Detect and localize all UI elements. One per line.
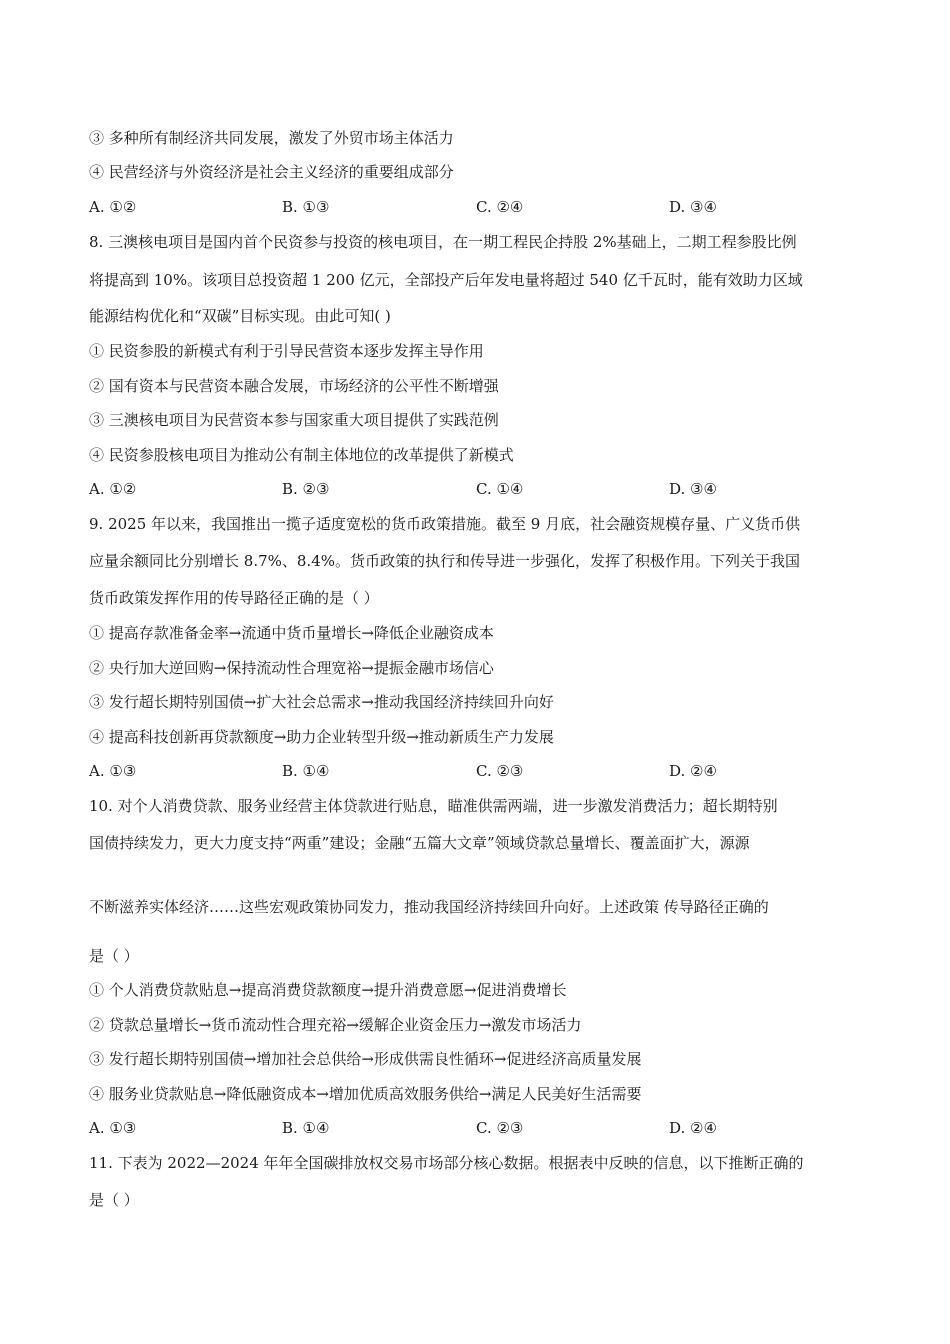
q8-option-a: A. ①②: [89, 480, 137, 498]
q8-stem-line-3: 能源结构优化和“双碳”目标实现。由此可知( ): [89, 307, 391, 325]
q8-option-c: C. ①④: [476, 480, 524, 498]
q9-stem-line-3: 货币政策发挥作用的传导路径正确的是（ ）: [89, 589, 379, 607]
q8-stem-line-1: 8. 三澳核电项目是国内首个民资参与投资的核电项目，在一期工程民企持股 2%基础上，二期工程参股比例: [89, 233, 797, 251]
q8-option-b: B. ②③: [282, 480, 330, 498]
q10-statement-2: ② 贷款总量增长→货币流动性合理充裕→缓解企业资金压力→激发市场活力: [89, 1016, 582, 1034]
q11-stem-line-1: 11. 下表为 2022—2024 年年全国碳排放权交易市场部分核心数据。根据表中反映的信息，以下推断正确的: [89, 1154, 804, 1172]
q10-stem-line-3: 不断滋养实体经济……这些宏观政策协同发力，推动我国经济持续回升向好。上述政策 传导路径正确的: [89, 898, 769, 916]
q10-statement-1: ① 个人消费贷款贴息→提高消费贷款额度→提升消费意愿→促进消费增长: [89, 981, 567, 999]
q10-option-a: A. ①③: [89, 1119, 137, 1137]
q10-stem-line-2: 国债持续发力，更大力度支持“两重”建设；金融“五篇大文章”领域贷款总量增长、覆盖面扩大，源源: [89, 834, 750, 852]
q10-option-d: D. ②④: [669, 1119, 717, 1137]
q7-option-d: D. ③④: [669, 198, 717, 216]
q7-option-c: C. ②④: [476, 198, 524, 216]
q10-statement-3: ③ 发行超长期特别国债→增加社会总供给→形成供需良性循环→促进经济高质量发展: [89, 1050, 642, 1068]
q7-statement-3: ③ 多种所有制经济共同发展，激发了外贸市场主体活力: [89, 129, 454, 147]
q8-option-d: D. ③④: [669, 480, 717, 498]
q10-statement-4: ④ 服务业贷款贴息→降低融资成本→增加优质高效服务供给→满足人民美好生活需要: [89, 1085, 642, 1103]
q10-stem-line-1: 10. 对个人消费贷款、服务业经营主体贷款进行贴息，瞄准供需两端，进一步激发消费活力；超长期特别: [89, 797, 778, 815]
q9-option-c: C. ②③: [476, 762, 524, 780]
q8-statement-4: ④ 民资参股核电项目为推动公有制主体地位的改革提供了新模式: [89, 446, 514, 464]
q9-option-b: B. ①④: [282, 762, 330, 780]
q9-option-a: A. ①③: [89, 762, 137, 780]
q9-option-d: D. ②④: [669, 762, 717, 780]
q11-stem-line-2: 是（ ）: [89, 1191, 139, 1209]
q7-option-b: B. ①③: [282, 198, 330, 216]
q9-options: [89, 761, 869, 781]
q9-statement-1: ① 提高存款准备金率→流通中货币量增长→降低企业融资成本: [89, 624, 494, 642]
q9-stem-line-1: 9. 2025 年以来，我国推出一揽子适度宽松的货币政策措施。截至 9 月底，社会融资规模存量、广义货币供: [89, 515, 801, 533]
q7-option-a: A. ①②: [89, 198, 137, 216]
q10-options: [89, 1118, 869, 1138]
q8-statement-3: ③ 三澳核电项目为民营资本参与国家重大项目提供了实践范例: [89, 411, 499, 429]
q8-stem-line-2: 将提高到 10%。该项目总投资超 1 200 亿元，全部投产后年发电量将超过 540 亿千瓦时，能有效助力区域: [89, 271, 803, 289]
q7-statement-4: ④ 民营经济与外资经济是社会主义经济的重要组成部分: [89, 163, 454, 181]
q9-stem-line-2: 应量余额同比分别增长 8.7%、8.4%。货币政策的执行和传导进一步强化，发挥了积极作用。下列关于我国: [89, 552, 800, 570]
q9-statement-3: ③ 发行超长期特别国债→扩大社会总需求→推动我国经济持续回升向好: [89, 693, 554, 711]
q10-stem-line-4: 是（ ）: [89, 947, 139, 965]
q7-options: [89, 197, 869, 217]
q10-option-c: C. ②③: [476, 1119, 524, 1137]
q8-statement-1: ① 民资参股的新模式有利于引导民营资本逐步发挥主导作用: [89, 342, 484, 360]
q8-options: [89, 479, 869, 499]
q10-option-b: B. ①④: [282, 1119, 330, 1137]
q9-statement-2: ② 央行加大逆回购→保持流动性合理宽裕→提振金融市场信心: [89, 659, 494, 677]
q8-statement-2: ② 国有资本与民营资本融合发展，市场经济的公平性不断增强: [89, 377, 499, 395]
q9-statement-4: ④ 提高科技创新再贷款额度→助力企业转型升级→推动新质生产力发展: [89, 728, 554, 746]
